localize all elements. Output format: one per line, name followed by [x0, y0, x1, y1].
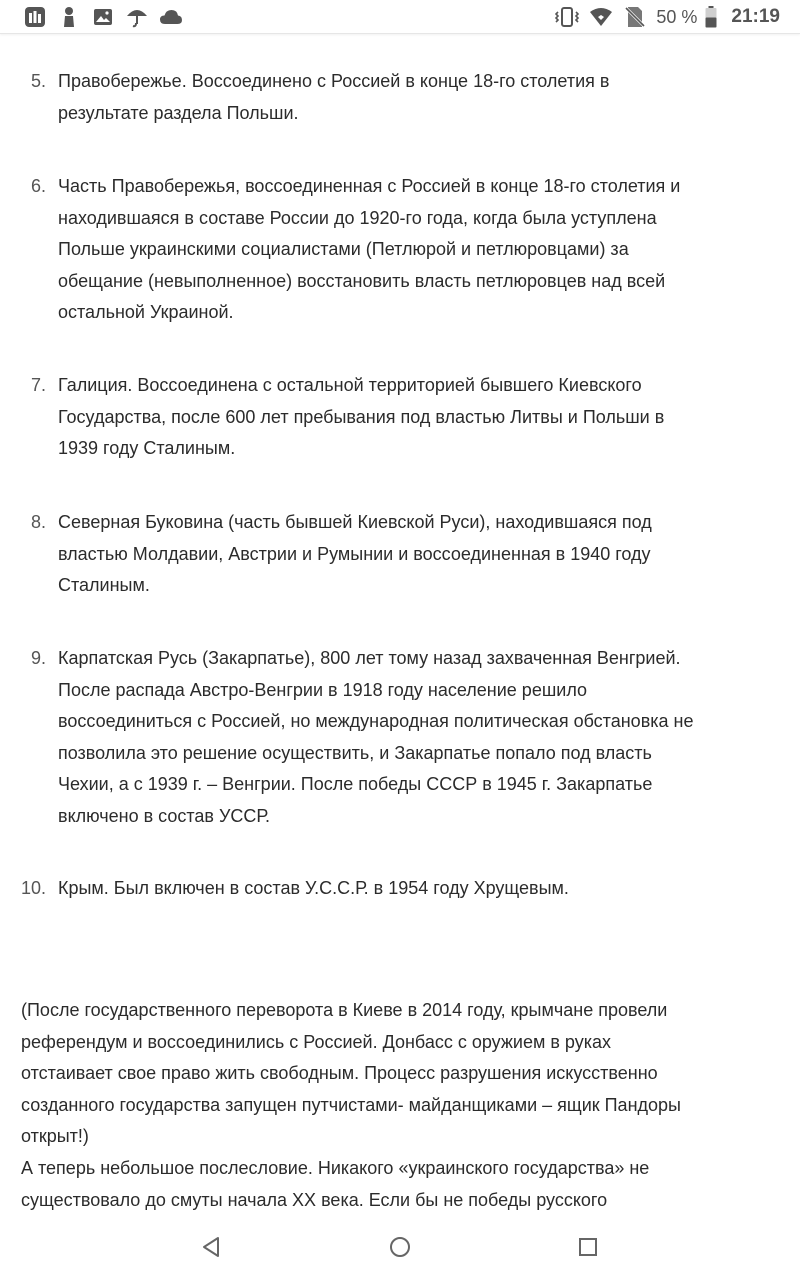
- list-item-number: 8.: [30, 512, 46, 532]
- home-icon[interactable]: [387, 1234, 413, 1260]
- article-content[interactable]: [0, 34, 800, 1214]
- cloud-icon: [158, 5, 184, 29]
- app-icon: [22, 5, 48, 29]
- back-icon[interactable]: [198, 1234, 224, 1260]
- list-item-text: Северная Буковина (часть бывшей Киевской Руси), находившаяся под властью Молдавии, Австрии и Румынии и воссоединенная в 1940 году Сталиным.: [58, 512, 652, 596]
- battery-icon: [705, 5, 717, 29]
- status-bar: [0, 0, 800, 34]
- list-item-text: Правобережье. Воссоединено с Россией в конце 18-го столетия в результате раздела Польши.: [58, 71, 610, 123]
- no-sim-icon: [622, 5, 648, 29]
- list-item-number: 5.: [30, 71, 46, 91]
- list-item-number: 10.: [20, 878, 46, 898]
- image-icon: [90, 5, 116, 29]
- paragraph: А теперь небольшое послесловие. Никакого «украинского государства» не существовало до смуты начала XX века. Если бы не победы русского: [21, 1158, 650, 1210]
- vibrate-icon: [554, 5, 580, 29]
- list-item-number: 9.: [30, 648, 46, 668]
- umbrella-icon: [124, 5, 150, 29]
- list-item-text: Карпатская Русь (Закарпатье), 800 лет тому назад захваченная Венгрией. После распада Австро-Венгрии в 1918 году население решило воссоединиться с Россией, но международная политическая обстановка не позволила это решение осуществить, и Закарпатье попало под власть Чехии, а с 1939 г. – Венгрии. После победы СССР в 1945 г. Закарпатье включено в состав УССР.: [58, 648, 694, 826]
- battery-percent: 50 %: [656, 6, 698, 27]
- figure-icon: [56, 5, 82, 29]
- list-item-number: 6.: [30, 176, 46, 196]
- list-item-text: Галиция. Воссоединена с остальной территорией бывшего Киевского Государства, после 600 лет пребывания под властью Литвы и Польши в 1939 году Сталиным.: [58, 375, 665, 459]
- notification-icons: [22, 5, 184, 29]
- list-item-number: 7.: [30, 375, 46, 395]
- recents-icon[interactable]: [575, 1234, 601, 1260]
- system-indicators: [554, 4, 780, 30]
- list-item-text: Часть Правобережья, воссоединенная с Россией в конце 18-го столетия и находившаяся в составе России до 1920-го года, когда была уступлена Польше украинскими социалистами (Петлюрой и петлюровцами) за обещание (невыполненное) восстановить власть петлюровцев над всей остальной Украиной.: [58, 176, 681, 323]
- clock: 21:19: [731, 6, 780, 27]
- paragraph: (После государственного переворота в Киеве в 2014 году, крымчане провели референдум и воссоединились с Россией. Донбасс с оружием в руках отстаивает свое право жить свободным. Процесс разрушения искусственно созданного государства запущен путчистами- майданщиками – ящик Пандоры открыт!): [21, 1000, 681, 1147]
- navigation-bar: [0, 1214, 800, 1280]
- wifi-icon: [588, 5, 614, 29]
- list-item-text: Крым. Был включен в состав У.С.С.Р. в 1954 году Хрущевым.: [58, 878, 569, 898]
